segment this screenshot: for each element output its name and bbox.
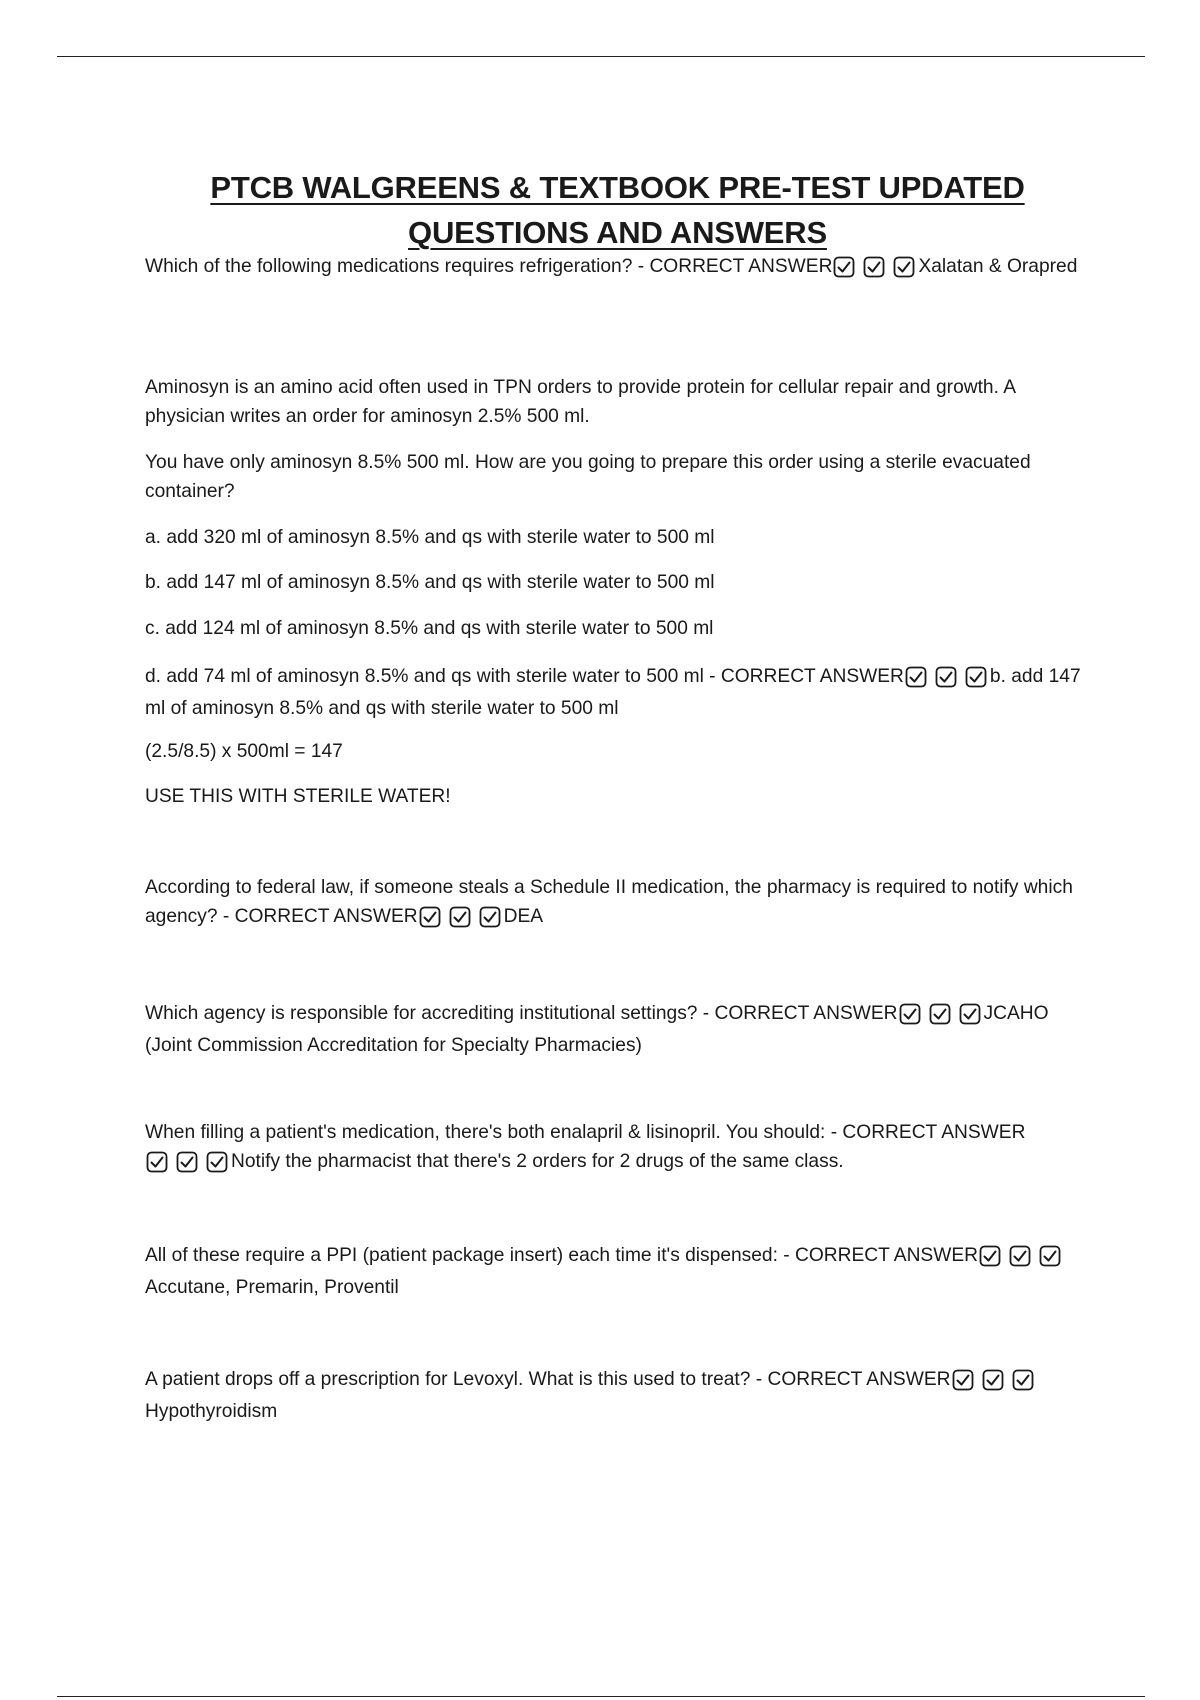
checkbox-checked-icon bbox=[176, 1151, 198, 1173]
qa-item-1 bbox=[145, 253, 1090, 285]
option-d: d. add 74 ml of aminosyn 8.5% and qs with sterile water to 500 ml - CORRECT ANSWER bbox=[145, 666, 904, 687]
answer-text: b. add 147 ml of aminosyn 8.5% and qs with sterile water to 500 ml bbox=[145, 666, 1081, 719]
checkbox-checked-icon bbox=[952, 1369, 974, 1391]
top-divider bbox=[57, 56, 1145, 57]
qa-item-6 bbox=[145, 1242, 1090, 1302]
qa-item-4 bbox=[145, 1000, 1090, 1060]
checkbox-checked-icon bbox=[979, 1245, 1001, 1267]
checkbox-checked-icon bbox=[959, 1003, 981, 1025]
answer-text: JCAHO (Joint Commission Accreditation for Specialty Pharmacies) bbox=[145, 1003, 1049, 1056]
check-group bbox=[905, 666, 989, 695]
option-c: c. add 124 ml of aminosyn 8.5% and qs with sterile water to 500 ml bbox=[145, 618, 714, 639]
checkbox-checked-icon bbox=[449, 906, 471, 928]
question-text: When filling a patient's medication, there's both enalapril & lisinopril. You should: - CORRECT ANSWER bbox=[145, 1122, 1026, 1143]
qa-item-3 bbox=[145, 874, 1090, 934]
checkbox-checked-icon bbox=[965, 666, 987, 688]
checkbox-checked-icon bbox=[419, 906, 441, 928]
question-text: Which agency is responsible for accrediting institutional settings? - CORRECT ANSWER bbox=[145, 1003, 898, 1024]
calculation-text: (2.5/8.5) x 500ml = 147 bbox=[145, 741, 343, 762]
qa-item-2-intro: Aminosyn is an amino acid often used in TPN orders to provide protein for cellular repair and growth. A physician writes an order for aminosyn 2.5% 500 ml. bbox=[145, 377, 1015, 427]
note-text: USE THIS WITH STERILE WATER! bbox=[145, 786, 451, 807]
checkbox-checked-icon bbox=[982, 1369, 1004, 1391]
answer-text: Hypothyroidism bbox=[145, 1400, 278, 1422]
answer-text: Notify the pharmacist that there's 2 orders for 2 drugs of the same class. bbox=[231, 1150, 844, 1172]
check-group bbox=[979, 1245, 1063, 1274]
question-text: A patient drops off a prescription for Levoxyl. What is this used to treat? - CORRECT ANSWER bbox=[145, 1369, 951, 1390]
check-group bbox=[419, 906, 503, 935]
document-title: PTCB WALGREENS & TEXTBOOK PRE-TEST UPDATED QUESTIONS AND ANSWERS bbox=[210, 169, 1025, 250]
qa-item-2-question: You have only aminosyn 8.5% 500 ml. How are you going to prepare this order using a sterile evacuated container? bbox=[145, 452, 1031, 502]
checkbox-checked-icon bbox=[1039, 1245, 1061, 1267]
question-text: All of these require a PPI (patient package insert) each time it's dispensed: - CORRECT ANSWER bbox=[145, 1245, 978, 1266]
checkbox-checked-icon bbox=[146, 1151, 168, 1173]
question-text: According to federal law, if someone steals a Schedule II medication, the pharmacy is required to notify which agency? - CORRECT ANSWER bbox=[145, 877, 1073, 927]
check-group bbox=[833, 256, 917, 285]
checkbox-checked-icon bbox=[893, 256, 915, 278]
checkbox-checked-icon bbox=[1009, 1245, 1031, 1267]
checkbox-checked-icon bbox=[929, 1003, 951, 1025]
option-d-with-answer bbox=[145, 663, 1090, 723]
option-b: b. add 147 ml of aminosyn 8.5% and qs with sterile water to 500 ml bbox=[145, 572, 715, 593]
checkbox-checked-icon bbox=[905, 666, 927, 688]
qa-item-5 bbox=[145, 1119, 1090, 1179]
check-group bbox=[899, 1003, 983, 1032]
checkbox-checked-icon bbox=[833, 256, 855, 278]
option-a: a. add 320 ml of aminosyn 8.5% and qs with sterile water to 500 ml bbox=[145, 527, 715, 548]
qa-item-7 bbox=[145, 1366, 1090, 1426]
check-group bbox=[952, 1369, 1036, 1398]
checkbox-checked-icon bbox=[935, 666, 957, 688]
answer-text: Accutane, Premarin, Proventil bbox=[145, 1276, 399, 1298]
answer-text: Xalatan & Orapred bbox=[918, 256, 1078, 277]
checkbox-checked-icon bbox=[1012, 1369, 1034, 1391]
checkbox-checked-icon bbox=[479, 906, 501, 928]
question-text: Which of the following medications requires refrigeration? - CORRECT ANSWER bbox=[145, 256, 833, 277]
checkbox-checked-icon bbox=[899, 1003, 921, 1025]
checkbox-checked-icon bbox=[863, 256, 885, 278]
check-group bbox=[146, 1151, 230, 1180]
checkbox-checked-icon bbox=[206, 1151, 228, 1173]
bottom-divider bbox=[57, 1696, 1145, 1697]
answer-text: DEA bbox=[503, 905, 544, 927]
